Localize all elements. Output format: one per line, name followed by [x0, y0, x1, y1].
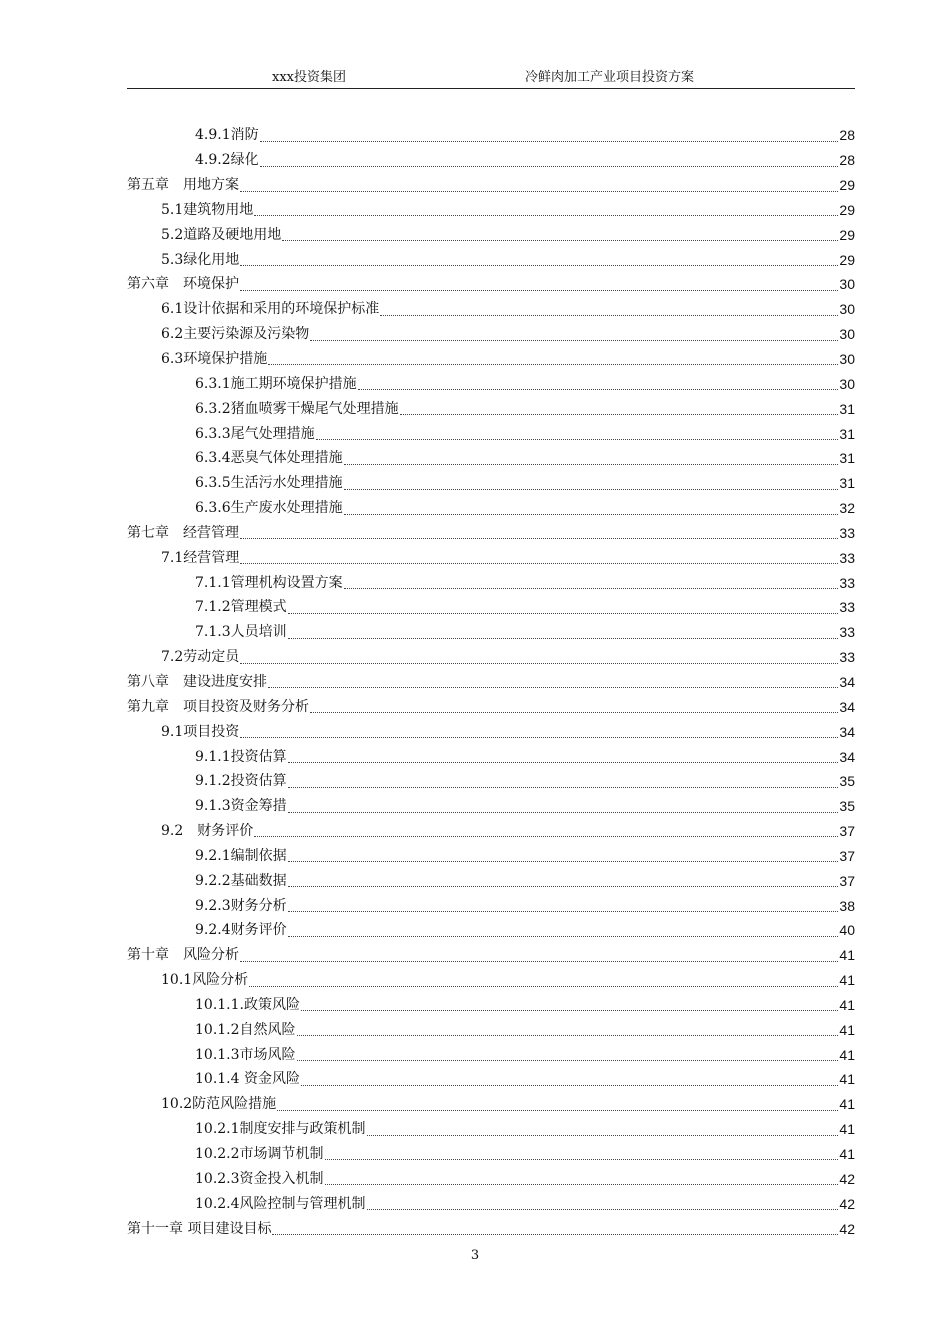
- toc-entry[interactable]: [127, 1142, 855, 1167]
- toc-entry-page: 31: [839, 400, 855, 417]
- toc-entry-page: 33: [839, 624, 855, 641]
- toc-entry[interactable]: [127, 694, 855, 719]
- toc-dot-leader: [288, 638, 839, 639]
- toc-dot-leader: [268, 364, 838, 365]
- toc-entry-page: 35: [839, 773, 855, 790]
- toc-entry-page: 31: [839, 475, 855, 492]
- toc-entry-title: 4.9.2绿化: [195, 152, 259, 169]
- toc-entry-page: 33: [839, 524, 855, 541]
- toc-entry-page: 37: [839, 847, 855, 864]
- toc-entry[interactable]: [127, 371, 855, 396]
- toc-entry[interactable]: [127, 645, 855, 670]
- toc-entry[interactable]: [127, 868, 855, 893]
- toc-dot-leader: [240, 290, 838, 291]
- toc-entry-title: 9.1.1投资估算: [195, 748, 287, 765]
- toc-entry[interactable]: [127, 496, 855, 521]
- toc-entry[interactable]: [127, 173, 855, 198]
- toc-entry-page: 42: [839, 1195, 855, 1212]
- toc-entry[interactable]: [127, 595, 855, 620]
- toc-entry-title: 10.2防范风险措施: [161, 1096, 277, 1113]
- toc-dot-leader: [277, 1110, 838, 1111]
- toc-entry-page: 40: [839, 922, 855, 939]
- toc-entry-page: 28: [839, 152, 855, 169]
- toc-entry[interactable]: [127, 247, 855, 272]
- toc-entry-title: 7.1.2管理模式: [195, 599, 287, 616]
- toc-dot-leader: [297, 1060, 839, 1061]
- toc-entry[interactable]: [127, 297, 855, 322]
- toc-entry[interactable]: [127, 222, 855, 247]
- toc-entry[interactable]: [127, 1017, 855, 1042]
- toc-entry-title: 10.1风险分析: [161, 972, 249, 989]
- toc-entry-title: 第八章 建设进度安排: [127, 673, 267, 690]
- toc-entry-title: 第九章 项目投资及财务分析: [127, 698, 309, 715]
- toc-entry-page: 34: [839, 673, 855, 690]
- toc-entry[interactable]: [127, 521, 855, 546]
- toc-entry-page: 29: [839, 226, 855, 243]
- toc-entry-page: 41: [839, 1146, 855, 1163]
- toc-entry-title: 第六章 环境保护: [127, 276, 239, 293]
- toc-entry-title: 第五章 用地方案: [127, 177, 239, 194]
- toc-entry-page: 30: [839, 301, 855, 318]
- toc-dot-leader: [301, 1010, 838, 1011]
- header-company: xxx投资集团: [272, 70, 346, 85]
- toc-entry[interactable]: [127, 545, 855, 570]
- toc-dot-leader: [288, 911, 839, 912]
- toc-entry-page: 41: [839, 1121, 855, 1138]
- toc-entry[interactable]: [127, 471, 855, 496]
- toc-entry-title: 第十一章 项目建设目标: [127, 1220, 272, 1237]
- toc-entry[interactable]: [127, 347, 855, 372]
- toc-entry[interactable]: [127, 446, 855, 471]
- toc-entry-title: 9.1.3资金筹措: [195, 798, 287, 815]
- toc-dot-leader: [325, 1159, 839, 1160]
- toc-entry-title: 10.2.1制度安排与政策机制: [195, 1121, 366, 1138]
- toc-entry-page: 38: [839, 897, 855, 914]
- toc-entry-title: 6.1设计依据和采用的环境保护标准: [161, 301, 380, 318]
- toc-entry-page: 41: [839, 947, 855, 964]
- toc-entry-title: 9.2.2基础数据: [195, 872, 287, 889]
- toc-entry-title: 9.1.2投资估算: [195, 773, 287, 790]
- toc-entry-title: 5.3绿化用地: [161, 251, 240, 268]
- toc-dot-leader: [249, 986, 838, 987]
- toc-entry-page: 32: [839, 500, 855, 517]
- page-header: [127, 64, 855, 89]
- toc-entry-title: 6.2主要污染源及污染物: [161, 326, 310, 343]
- toc-dot-leader: [297, 1035, 839, 1036]
- toc-entry-page: 33: [839, 549, 855, 566]
- toc-entry[interactable]: [127, 1042, 855, 1067]
- toc-entry-title: 6.3环境保护措施: [161, 351, 268, 368]
- toc-dot-leader: [380, 315, 838, 316]
- toc-entry-title: 7.1.3人员培训: [195, 624, 287, 641]
- toc-entry-title: 9.1项目投资: [161, 723, 240, 740]
- toc-dot-leader: [344, 489, 839, 490]
- toc-dot-leader: [272, 1234, 838, 1235]
- toc-dot-leader: [240, 538, 838, 539]
- toc-entry-title: 6.3.4恶臭气体处理措施: [195, 450, 343, 467]
- toc-entry[interactable]: [127, 1216, 855, 1241]
- toc-entry-title: 10.2.2市场调节机制: [195, 1146, 324, 1163]
- toc-entry[interactable]: [127, 893, 855, 918]
- toc-entry-page: 34: [839, 723, 855, 740]
- toc-entry-title: 10.1.4 资金风险: [195, 1071, 300, 1088]
- toc-entry-title: 6.3.3尾气处理措施: [195, 425, 315, 442]
- toc-entry-page: 42: [839, 1170, 855, 1187]
- toc-dot-leader: [288, 861, 839, 862]
- toc-dot-leader: [240, 563, 838, 564]
- toc-entry[interactable]: [127, 769, 855, 794]
- toc-dot-leader: [310, 340, 838, 341]
- toc-entry-page: 29: [839, 201, 855, 218]
- toc-entry-title: 10.1.3市场风险: [195, 1046, 296, 1063]
- toc-entry[interactable]: [127, 719, 855, 744]
- header-document-title: 冷鲜肉加工产业项目投资方案: [525, 70, 695, 85]
- toc-dot-leader: [358, 389, 839, 390]
- toc-entry-page: 33: [839, 649, 855, 666]
- toc-entry[interactable]: [127, 1117, 855, 1142]
- toc-entry-page: 34: [839, 748, 855, 765]
- toc-entry-title: 6.3.1施工期环境保护措施: [195, 375, 357, 392]
- toc-entry-page: 41: [839, 996, 855, 1013]
- toc-dot-leader: [367, 1135, 839, 1136]
- toc-dot-leader: [260, 141, 839, 142]
- toc-entry-page: 33: [839, 599, 855, 616]
- toc-entry[interactable]: [127, 794, 855, 819]
- toc-dot-leader: [301, 1085, 838, 1086]
- toc-entry-page: 41: [839, 1046, 855, 1063]
- toc-entry-title: 9.2.1编制依据: [195, 847, 287, 864]
- toc-entry-page: 29: [839, 251, 855, 268]
- toc-dot-leader: [316, 439, 839, 440]
- toc-entry-page: 41: [839, 1096, 855, 1113]
- toc-entry[interactable]: [127, 272, 855, 297]
- toc-entry-page: 30: [839, 276, 855, 293]
- toc-entry-page: 30: [839, 326, 855, 343]
- toc-dot-leader: [288, 886, 839, 887]
- toc-dot-leader: [240, 663, 838, 664]
- toc-entry-title: 7.1.1管理机构设置方案: [195, 574, 343, 591]
- toc-entry-title: 第七章 经营管理: [127, 524, 239, 541]
- toc-dot-leader: [344, 514, 839, 515]
- toc-entry[interactable]: [127, 744, 855, 769]
- toc-dot-leader: [400, 414, 839, 415]
- toc-entry[interactable]: [127, 396, 855, 421]
- toc-entry[interactable]: [127, 1067, 855, 1092]
- toc-entry[interactable]: [127, 943, 855, 968]
- toc-entry-page: 41: [839, 1021, 855, 1038]
- toc-entry[interactable]: [127, 993, 855, 1018]
- toc-entry-page: 30: [839, 375, 855, 392]
- toc-entry[interactable]: [127, 968, 855, 993]
- toc-entry-page: 37: [839, 872, 855, 889]
- toc-entry-title: 第十章 风险分析: [127, 947, 239, 964]
- toc-dot-leader: [344, 588, 839, 589]
- toc-entry-title: 10.2.3资金投入机制: [195, 1170, 324, 1187]
- toc-entry[interactable]: [127, 322, 855, 347]
- toc-entry[interactable]: [127, 843, 855, 868]
- toc-dot-leader: [325, 1184, 839, 1185]
- toc-entry-title: 10.2.4风险控制与管理机制: [195, 1195, 366, 1212]
- toc-entry[interactable]: [127, 198, 855, 223]
- toc-entry-title: 5.2道路及硬地用地: [161, 226, 282, 243]
- toc-dot-leader: [254, 215, 838, 216]
- toc-entry-page: 30: [839, 351, 855, 368]
- toc-entry[interactable]: [127, 918, 855, 943]
- toc-entry-title: 10.1.2自然风险: [195, 1021, 296, 1038]
- toc-entry-title: 4.9.1消防: [195, 127, 259, 144]
- toc-entry[interactable]: [127, 1166, 855, 1191]
- toc-dot-leader: [288, 613, 839, 614]
- toc-entry-title: 7.1经营管理: [161, 549, 240, 566]
- toc-entry[interactable]: [127, 148, 855, 173]
- toc-entry-title: 6.3.6生产废水处理措施: [195, 500, 343, 517]
- toc-dot-leader: [288, 762, 839, 763]
- toc-dot-leader: [254, 836, 838, 837]
- toc-entry[interactable]: [127, 620, 855, 645]
- toc-entry-title: 9.2.3财务分析: [195, 897, 287, 914]
- toc-entry-title: 9.2 财务评价: [161, 823, 254, 840]
- toc-dot-leader: [288, 812, 839, 813]
- toc-entry[interactable]: [127, 570, 855, 595]
- toc-entry-page: 41: [839, 972, 855, 989]
- toc-entry-title: 9.2.4财务评价: [195, 922, 287, 939]
- toc-dot-leader: [240, 265, 838, 266]
- toc-entry-page: 42: [839, 1220, 855, 1237]
- toc-dot-leader: [367, 1209, 839, 1210]
- toc-entry-page: 28: [839, 127, 855, 144]
- toc-entry-page: 31: [839, 425, 855, 442]
- toc-entry[interactable]: [127, 123, 855, 148]
- toc-entry[interactable]: [127, 1191, 855, 1216]
- toc-dot-leader: [268, 687, 838, 688]
- toc-entry[interactable]: [127, 819, 855, 844]
- toc-entry-page: 35: [839, 798, 855, 815]
- toc-entry-title: 6.3.5生活污水处理措施: [195, 475, 343, 492]
- toc-entry-page: 29: [839, 177, 855, 194]
- toc-entry-page: 41: [839, 1071, 855, 1088]
- toc-dot-leader: [240, 737, 838, 738]
- page-number: 3: [470, 1248, 480, 1263]
- toc-entry-page: 37: [839, 823, 855, 840]
- toc-entry-page: 34: [839, 698, 855, 715]
- toc-entry[interactable]: [127, 421, 855, 446]
- toc-entry-title: 6.3.2猪血喷雾干燥尾气处理措施: [195, 400, 399, 417]
- toc-entry-title: 7.2劳动定员: [161, 649, 240, 666]
- toc-dot-leader: [282, 240, 838, 241]
- toc-dot-leader: [240, 191, 838, 192]
- toc-entry-title: 5.1建筑物用地: [161, 201, 254, 218]
- table-of-contents: [127, 123, 855, 1241]
- toc-entry-title: 10.1.1.政策风险: [195, 996, 300, 1013]
- toc-dot-leader: [288, 787, 839, 788]
- toc-entry-page: 33: [839, 574, 855, 591]
- toc-dot-leader: [260, 166, 839, 167]
- toc-dot-leader: [240, 961, 838, 962]
- toc-entry[interactable]: [127, 670, 855, 695]
- toc-entry-page: 31: [839, 450, 855, 467]
- toc-dot-leader: [344, 464, 839, 465]
- toc-dot-leader: [310, 712, 838, 713]
- toc-entry[interactable]: [127, 1092, 855, 1117]
- toc-dot-leader: [288, 936, 839, 937]
